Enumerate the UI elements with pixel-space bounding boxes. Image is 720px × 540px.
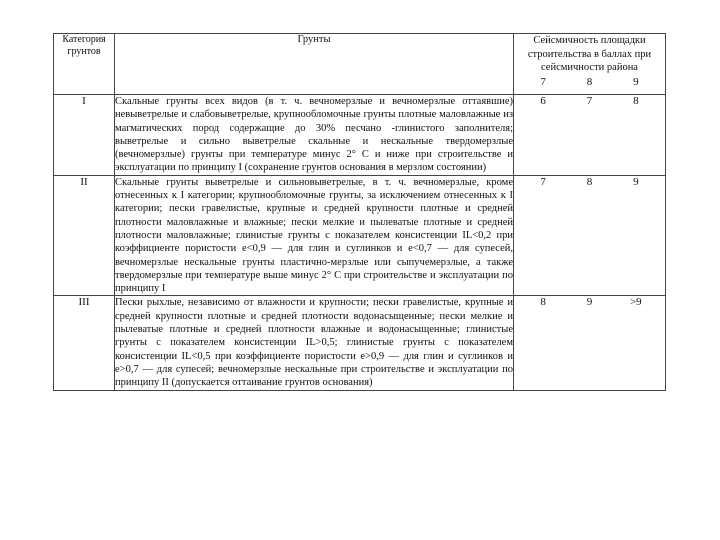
point-7: 7	[540, 75, 546, 88]
value-7: 7	[540, 175, 546, 188]
value-9: 9	[633, 175, 639, 188]
point-9: 9	[633, 75, 639, 88]
value-7: 6	[540, 95, 546, 107]
category-cell: III	[54, 296, 115, 390]
seismicity-points-row	[514, 76, 665, 90]
category-column-header: Категория грунтов	[54, 34, 115, 95]
table-row	[54, 95, 666, 176]
table-row	[54, 296, 666, 390]
value-8: 7	[586, 95, 593, 107]
soil-description: Пески рыхлые, независимо от влажности и крупности; пески гравелистые, крупные и средней крупности плотные и средней плотности водонасыщенные; пески мелкие и пылеватые плотные и средней плотности влажные и водонасыщенные; глинистые грунты с показателем консистенции IL>0,5; глинистые грунты с показателем консистенции IL<0,5 при коэффициенте пористости e>0,9 — для глин и суглинков и e>0,7 — для супесей; вечномерзлые нескальные при строительстве и эксплуатации по принципу II (допускается оттаивание грунтов основания)	[115, 297, 513, 389]
soil-description: Скальные грунты всех видов (в т. ч. вечномерзлые и вечномерзлые оттаявшие) невыветрелые и слабовыветрелые, крупнообломочные грунты плотные маловлажные из магматических пород содержащие до 30% песчано -глинистого заполнителя; выветрелые и сильно выветрелые скальные и нескальные твердомерзлые (вечномерзлые) грунты при температуре минус 2° С и ниже при строительстве и эксплуатации по принципу I (сохранение грунтов основания в мерзлом состоянии)	[115, 96, 513, 174]
category-cell: II	[54, 175, 115, 296]
table-row	[54, 175, 666, 296]
value-9: >9	[629, 296, 642, 309]
soil-description: Скальные грунты выветрелые и сильновыветрелые, в т. ч. вечномерзлые, кроме отнесенных к I категории; крупнообломочные грунты, за исключением отнесенных к I категории; пески гравелистые, крупные и средней крупности плотные и средней плотности маловлажные и влажные; пески мелкие и пылеватые плотные и средней плотности маловлажные; глинистые грунты с показателем консистенции IL<0,2 при коэффициенте пористости e<0,9 — для глин и суглинков и e<0,7 — для супесей, вечномерзлые нескальные грунты пластично-мерзлые или сыпучемерзлые, а также твердомерзлые при температуре выше минус 2° С при строительстве и эксплуатации по принципу I	[115, 176, 513, 295]
point-8: 8	[586, 75, 593, 88]
seismicity-column-header	[514, 34, 666, 95]
seismicity-header-text: Сейсмичность площадки строительства в баллах при сейсмичности района	[527, 35, 652, 73]
value-7: 8	[540, 296, 546, 309]
soil-seismicity-table	[53, 33, 666, 391]
table-header-row	[54, 34, 666, 95]
value-8: 9	[586, 296, 593, 309]
value-8: 8	[586, 175, 593, 188]
soils-column-header: Грунты	[115, 34, 514, 95]
seismicity-values	[514, 296, 666, 390]
category-cell: I	[54, 95, 115, 176]
seismicity-values	[514, 175, 666, 296]
value-9: 8	[633, 95, 639, 107]
seismicity-values	[514, 95, 666, 176]
